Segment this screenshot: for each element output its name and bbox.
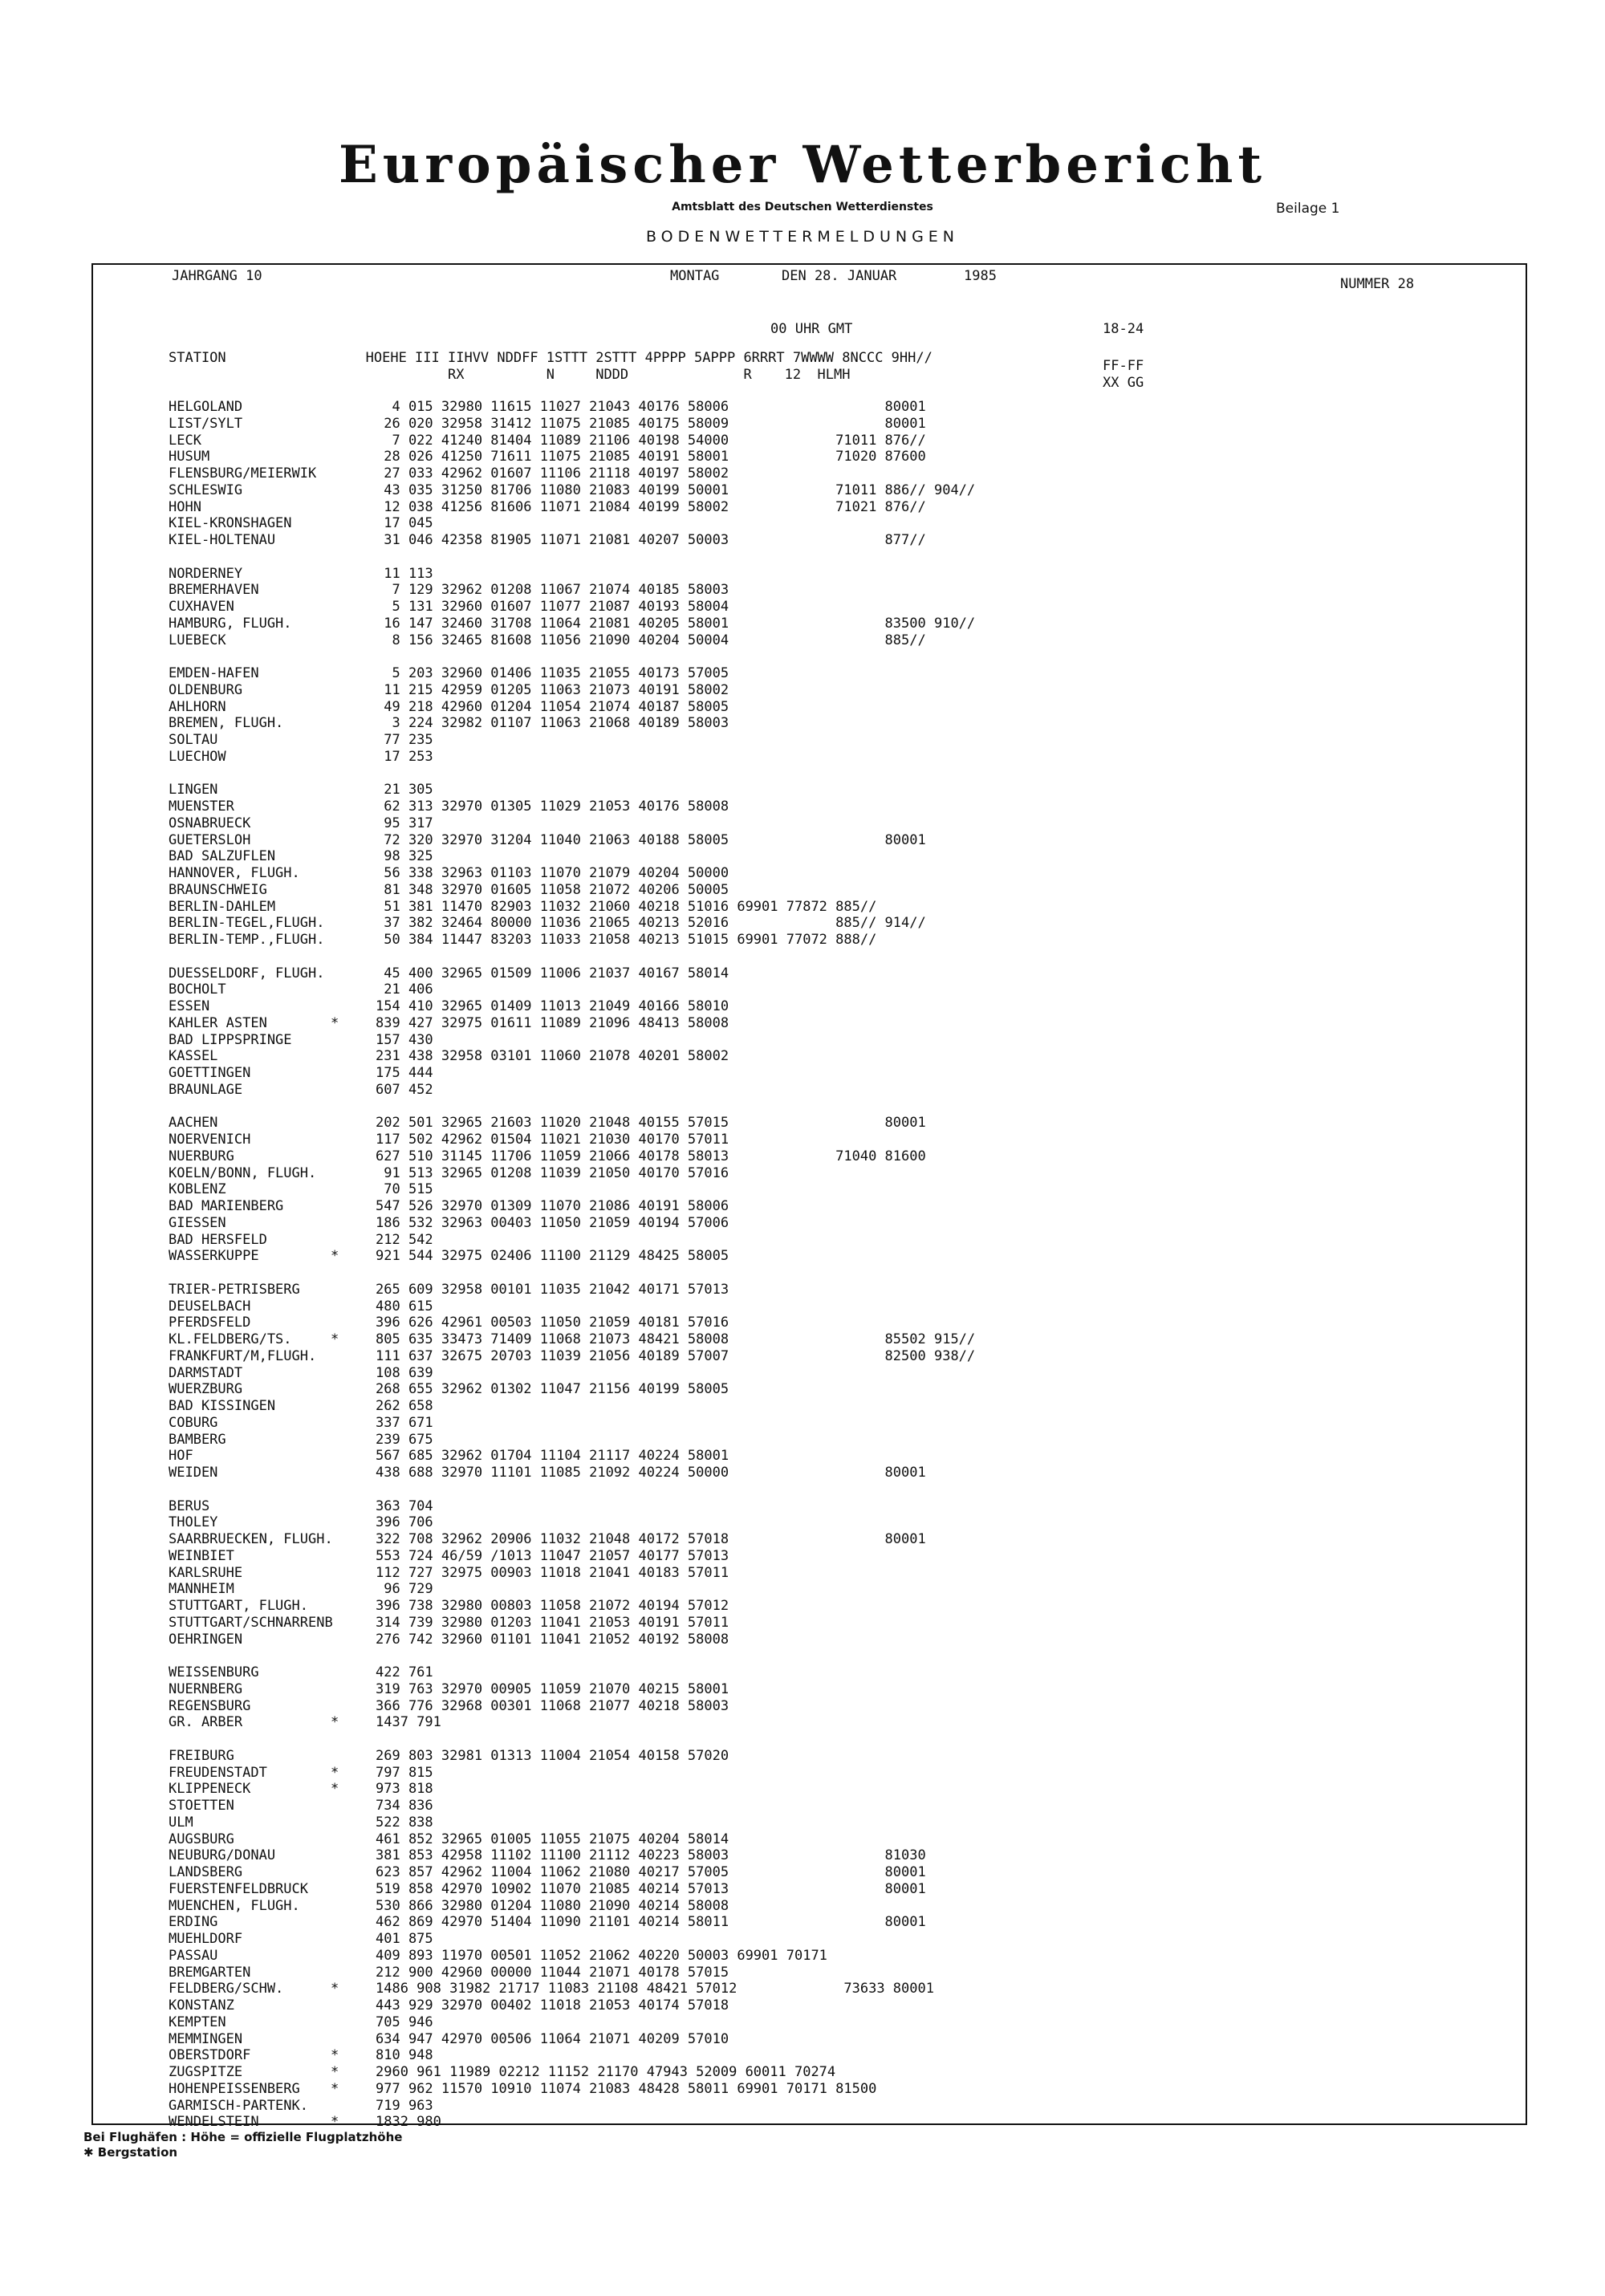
station-data: 607 452 [376,1081,433,1098]
station-name: FREIBURG [169,1747,234,1764]
station-name: BERLIN-TEMP.,FLUGH. [169,932,325,948]
station-data: 45 400 32965 01509 11006 21037 40167 58014 [376,965,729,981]
station-data: 12 038 41256 81606 11071 21084 40199 58002 71021 876// [376,498,926,515]
footnote-mountain: ✱ Bergstation [83,2145,178,2160]
station-name: GR. ARBER [169,1714,243,1731]
group-spacer [376,949,975,965]
station-data: 381 853 42958 11102 11100 21112 40223 58003 81030 [376,1847,926,1864]
station-name: HELGOLAND [169,399,243,415]
group-spacer [169,1731,333,1748]
group-spacer [169,1099,333,1115]
column-header-row2: RX N NDDD R 12 HLMH [169,367,851,383]
station-data: 7 022 41240 81404 11089 21106 40198 54000 71011 876// [376,432,926,449]
mountain-station-marker: * [331,1781,339,1798]
station-data: 973 818 [376,1781,433,1798]
mountain-station-marker: * [331,1764,339,1781]
station-data: 627 510 31145 11706 11059 21066 40178 58013 71040 81600 [376,1148,926,1164]
station-name: GARMISCH-PARTENK. [169,2097,308,2114]
station-name: KEMPTEN [169,2014,226,2030]
station-data: 239 675 [376,1431,433,1448]
station-name: DARMSTADT [169,1364,243,1381]
group-spacer [169,949,333,965]
station-data: 70 515 [376,1181,433,1198]
station-data: 212 900 42960 00000 11044 21071 40178 57015 [376,1964,729,1981]
station-name: KOBLENZ [169,1181,226,1198]
station-name: BAD SALZUFLEN [169,848,276,865]
station-data: 396 738 32980 00803 11058 21072 40194 57012 [376,1598,729,1614]
station-name: OLDENBURG [169,681,243,698]
station-data: 202 501 32965 21603 11020 21048 40155 57015 80001 [376,1115,926,1132]
station-name: BREMERHAVEN [169,582,259,599]
group-spacer [169,1648,333,1664]
station-data: 553 724 46/59 /1013 11047 21057 40177 57013 [376,1547,729,1564]
station-name: ZUGSPITZE [169,2064,243,2080]
group-spacer [376,1731,975,1748]
station-data: 37 382 32464 80000 11036 21065 40213 52016 885// 914// [376,915,926,932]
station-name: SOLTAU [169,732,218,748]
station-name: ESSEN [169,998,210,1014]
station-name: NUERBURG [169,1148,234,1164]
station-name: EMDEN-HAFEN [169,665,259,681]
group-spacer [169,766,333,782]
group-spacer [169,549,333,566]
station-data: 62 313 32970 01305 11029 21053 40176 58008 [376,799,729,815]
station-name: HANNOVER, FLUGH. [169,865,300,881]
station-data: 231 438 32958 03101 11060 21078 40201 58002 [376,1048,729,1065]
mountain-station-marker: * [331,1981,339,1997]
station-data: 1437 791 [376,1714,441,1731]
station-name: NOERVENICH [169,1132,251,1148]
station-data: 401 875 [376,1931,433,1947]
station-data: 96 729 [376,1581,433,1598]
station-data: 7 129 32962 01208 11067 21074 40185 58003 [376,582,729,599]
group-spacer [376,648,975,665]
station-name: MUENCHEN, FLUGH. [169,1897,300,1914]
station-data: 1832 980 [376,2114,441,2131]
station-data: 839 427 32975 01611 11089 21096 48413 58008 [376,1014,729,1031]
observation-data-column [376,399,975,2131]
station-name: ERDING [169,1914,218,1931]
station-data: 16 147 32460 31708 11064 21081 40205 58001 83500 910// [376,615,976,632]
station-data: 11 215 42959 01205 11063 21073 40191 58002 [376,681,729,698]
station-name: PFERDSFELD [169,1315,251,1331]
station-data: 977 962 11570 10910 11074 21083 48428 58011 69901 70171 81500 [376,2080,877,2097]
station-data: 623 857 42962 11004 11062 21080 40217 57005 80001 [376,1864,926,1880]
station-data: 262 658 [376,1398,433,1414]
station-name: GIESSEN [169,1214,226,1231]
station-name: HOHN [169,498,201,515]
station-name: DEUSELBACH [169,1298,251,1315]
station-name: WEISSENBURG [169,1664,259,1680]
station-data: 28 026 41250 71611 11075 21085 40191 58001 71020 87600 [376,449,926,465]
station-data: 154 410 32965 01409 11013 21049 40166 58010 [376,998,729,1014]
station-name: BRAUNLAGE [169,1081,243,1098]
station-name: FELDBERG/SCHW. [169,1981,284,1997]
publisher-subtitle: Amtsblatt des Deutschen Wetterdienstes [672,201,933,213]
group-spacer [376,549,975,566]
station-name: STUTTGART/SCHNARRENB [169,1614,333,1631]
station-name: BERLIN-DAHLEM [169,898,276,915]
station-data: 17 253 [376,748,433,765]
column-header-row1: STATION HOEHE III IIHVV NDDFF 1STTT 2STTT 4PPPP 5APPP 6RRRT 7WWWW 8NCCC 9HH// [169,350,933,366]
station-name: LUECHOW [169,748,226,765]
station-data: 322 708 32962 20906 11032 21048 40172 57018 80001 [376,1531,926,1547]
station-data: 269 803 32981 01313 11004 21054 40158 57020 [376,1747,729,1764]
station-name: MUENSTER [169,799,234,815]
station-data: 810 948 [376,2047,433,2064]
station-data: 91 513 32965 01208 11039 21050 40170 57016 [376,1164,729,1181]
group-spacer [376,1265,975,1282]
group-spacer [376,1481,975,1498]
station-name: KOELN/BONN, FLUGH. [169,1164,317,1181]
station-data: 522 838 [376,1814,433,1831]
station-name: KAHLER ASTEN [169,1014,267,1031]
station-data: 98 325 [376,848,433,865]
station-data: 276 742 32960 01101 11041 21052 40192 58008 [376,1631,729,1648]
mountain-station-marker: * [331,1331,339,1347]
station-name: SCHLESWIG [169,482,243,498]
station-name: WEINBIET [169,1547,234,1564]
station-data: 797 815 [376,1764,433,1781]
station-data: 805 635 33473 71409 11068 21073 48421 58008 85502 915// [376,1331,976,1347]
station-name: SAARBRUECKEN, FLUGH. [169,1531,333,1547]
station-data: 734 836 [376,1798,433,1814]
station-name: BREMGARTEN [169,1964,251,1981]
station-name: KARLSRUHE [169,1564,243,1581]
group-spacer [169,648,333,665]
station-name: LUEBECK [169,632,226,648]
station-name: MUEHLDORF [169,1931,243,1947]
station-name: NEUBURG/DONAU [169,1847,276,1864]
station-data: 27 033 42962 01607 11106 21118 40197 58002 [376,465,729,482]
weekday-label: MONTAG [670,268,720,284]
station-name: CUXHAVEN [169,599,234,615]
column-header-extra2: XX GG [1103,375,1144,391]
station-data: 26 020 32958 31412 11075 21085 40175 58009 80001 [376,415,926,432]
station-name: OEHRINGEN [169,1631,243,1648]
station-name: KIEL-HOLTENAU [169,532,276,548]
station-data: 719 963 [376,2097,433,2114]
station-name: LINGEN [169,782,218,799]
station-name: KLIPPENECK [169,1781,251,1798]
station-name: BREMEN, FLUGH. [169,715,284,732]
station-name: COBURG [169,1414,218,1431]
station-data: 396 626 42961 00503 11050 21059 40181 57016 [376,1315,729,1331]
station-name: MEMMINGEN [169,2030,243,2047]
station-name: BAD LIPPSPRINGE [169,1031,292,1048]
station-data: 11 113 [376,565,433,582]
station-name: BAD HERSFELD [169,1231,267,1248]
station-name: AACHEN [169,1115,218,1132]
station-data: 49 218 42960 01204 11054 21074 40187 58005 [376,698,729,715]
station-name: KIEL-KRONSHAGEN [169,515,292,532]
station-name: FREUDENSTADT [169,1764,267,1781]
station-name: ULM [169,1814,193,1831]
station-name: HOF [169,1448,193,1465]
station-data: 480 615 [376,1298,433,1315]
station-data: 17 045 [376,515,433,532]
station-name: BAD MARIENBERG [169,1198,284,1214]
station-name: PASSAU [169,1947,218,1964]
station-name: BAMBERG [169,1431,226,1448]
station-data: 51 381 11470 82903 11032 21060 40218 51016 69901 77872 885// [376,898,877,915]
station-data: 95 317 [376,815,433,831]
station-data: 1486 908 31982 21717 11083 21108 48421 57012 73633 80001 [376,1981,934,1997]
station-data: 547 526 32970 01309 11070 21086 40191 58006 [376,1198,729,1214]
mountain-station-marker: * [331,1248,339,1265]
year-label: 1985 [964,268,997,284]
station-name: BERUS [169,1497,210,1514]
station-name: LANDSBERG [169,1864,243,1880]
section-heading: BODENWETTERMELDUNGEN [645,228,960,246]
page-title: Europäischer Wetterbericht [339,135,1266,195]
station-data: 8 156 32465 81608 11056 21090 40204 50004 885// [376,632,926,648]
station-name: TRIER-PETRISBERG [169,1281,300,1298]
station-data: 314 739 32980 01203 11041 21053 40191 57011 [376,1614,729,1631]
station-data: 530 866 32980 01204 11080 21090 40214 58008 [376,1897,729,1914]
mountain-station-marker: * [331,2080,339,2097]
station-data: 81 348 32970 01605 11058 21072 40206 50005 [376,881,729,898]
station-data: 265 609 32958 00101 11035 21042 40171 57013 [376,1281,729,1298]
station-data: 77 235 [376,732,433,748]
group-spacer [376,766,975,782]
station-name: AUGSBURG [169,1831,234,1847]
group-spacer [376,1648,975,1664]
station-data: 175 444 [376,1065,433,1081]
station-name: KL.FELDBERG/TS. [169,1331,292,1347]
station-data: 31 046 42358 81905 11071 21081 40207 50003 877// [376,532,926,548]
station-data: 409 893 11970 00501 11052 21062 40220 50003 69901 70171 [376,1947,827,1964]
volume-label: JAHRGANG 10 [172,268,262,284]
footnote-airport: Bei Flughäfen : Höhe = offizielle Flugplatzhöhe [83,2130,403,2144]
mountain-station-marker: * [331,1014,339,1031]
station-data: 396 706 [376,1514,433,1531]
station-name: MANNHEIM [169,1581,234,1598]
station-name: LIST/SYLT [169,415,243,432]
column-header-extra1: FF-FF [1103,358,1144,374]
station-data: 72 320 32970 31204 11040 21063 40188 58005 80001 [376,831,926,848]
station-name: STUTTGART, FLUGH. [169,1598,308,1614]
station-data: 422 761 [376,1664,433,1680]
station-data: 111 637 32675 20703 11039 21056 40189 57007 82500 938// [376,1347,976,1364]
station-data: 443 929 32970 00402 11018 21053 40174 57018 [376,1997,729,2014]
station-data: 21 305 [376,782,433,799]
station-data: 21 406 [376,981,433,998]
station-name: OSNABRUECK [169,815,251,831]
station-data: 337 671 [376,1414,433,1431]
station-name: BRAUNSCHWEIG [169,881,267,898]
station-data: 461 852 32965 01005 11055 21075 40204 58014 [376,1831,729,1847]
station-name: BERLIN-TEGEL,FLUGH. [169,915,325,932]
station-data: 519 858 42970 10902 11070 21085 40214 57013 80001 [376,1880,926,1897]
time-range: 18-24 [1103,321,1144,337]
station-name: HOHENPEISSENBERG [169,2080,300,2097]
station-name: HUSUM [169,449,210,465]
mountain-station-marker: * [331,1714,339,1731]
station-data: 2960 961 11989 02212 11152 21170 47943 52009 60011 70274 [376,2064,836,2080]
group-spacer [376,1099,975,1115]
station-data: 5 131 32960 01607 11077 21087 40193 58004 [376,599,729,615]
station-name: WASSERKUPPE [169,1248,259,1265]
station-name: WUERZBURG [169,1381,243,1398]
mountain-station-marker: * [331,2047,339,2064]
station-data: 186 532 32963 00403 11050 21059 40194 57006 [376,1214,729,1231]
station-data: 705 946 [376,2014,433,2030]
station-name: HAMBURG, FLUGH. [169,615,292,632]
station-name: WEIDEN [169,1465,218,1481]
station-name: FLENSBURG/MEIERWIK [169,465,317,482]
station-data: 50 384 11447 83203 11033 21058 40213 51015 69901 77072 888// [376,932,877,948]
mountain-station-marker: * [331,2114,339,2131]
station-name: THOLEY [169,1514,218,1531]
station-name: AHLHORN [169,698,226,715]
station-data: 567 685 32962 01704 11104 21117 40224 58001 [376,1448,729,1465]
station-name: NORDERNEY [169,565,243,582]
station-data: 268 655 32962 01302 11047 21156 40199 58005 [376,1381,729,1398]
station-name: BOCHOLT [169,981,226,998]
station-name: WENDELSTEIN [169,2114,259,2131]
station-data: 319 763 32970 00905 11059 21070 40215 58001 [376,1680,729,1697]
observation-time: 00 UHR GMT [770,321,853,337]
mountain-station-marker: * [331,2064,339,2080]
station-name: BAD KISSINGEN [169,1398,276,1414]
issue-number: NUMMER 28 [1340,276,1415,292]
station-data: 108 639 [376,1364,433,1381]
station-data: 366 776 32968 00301 11068 21077 40218 58003 [376,1697,729,1714]
station-name: KASSEL [169,1048,218,1065]
station-data: 921 544 32975 02406 11100 21129 48425 58005 [376,1248,729,1265]
station-data: 5 203 32960 01406 11035 21055 40173 57005 [376,665,729,681]
station-data: 634 947 42970 00506 11064 21071 40209 57010 [376,2030,729,2047]
station-name: NUERNBERG [169,1680,243,1697]
station-data: 3 224 32982 01107 11063 21068 40189 58003 [376,715,729,732]
station-name: LECK [169,432,201,449]
supplement-label: Beilage 1 [1276,201,1340,217]
station-name: FRANKFURT/M,FLUGH. [169,1347,317,1364]
group-spacer [169,1481,333,1498]
station-name: KONSTANZ [169,1997,234,2014]
station-data: 56 338 32963 01103 11070 21079 40204 50000 [376,865,729,881]
station-data: 112 727 32975 00903 11018 21041 40183 57011 [376,1564,729,1581]
station-name: STOETTEN [169,1798,234,1814]
station-name: REGENSBURG [169,1697,251,1714]
station-name: GUETERSLOH [169,831,251,848]
station-data: 117 502 42962 01504 11021 21030 40170 57011 [376,1132,729,1148]
station-data: 212 542 [376,1231,433,1248]
station-names-column [169,399,333,2131]
station-data: 462 869 42970 51404 11090 21101 40214 58011 80001 [376,1914,926,1931]
station-data: 4 015 32980 11615 11027 21043 40176 58006 80001 [376,399,926,415]
station-name: FUERSTENFELDBRUCK [169,1880,308,1897]
station-name: GOETTINGEN [169,1065,251,1081]
station-data: 43 035 31250 81706 11080 21083 40199 50001 71011 886// 904// [376,482,976,498]
station-data: 438 688 32970 11101 11085 21092 40224 50000 80001 [376,1465,926,1481]
station-data: 363 704 [376,1497,433,1514]
station-name: OBERSTDORF [169,2047,251,2064]
date-label: DEN 28. JANUAR [782,268,897,284]
station-name: DUESSELDORF, FLUGH. [169,965,325,981]
station-data: 157 430 [376,1031,433,1048]
group-spacer [169,1265,333,1282]
